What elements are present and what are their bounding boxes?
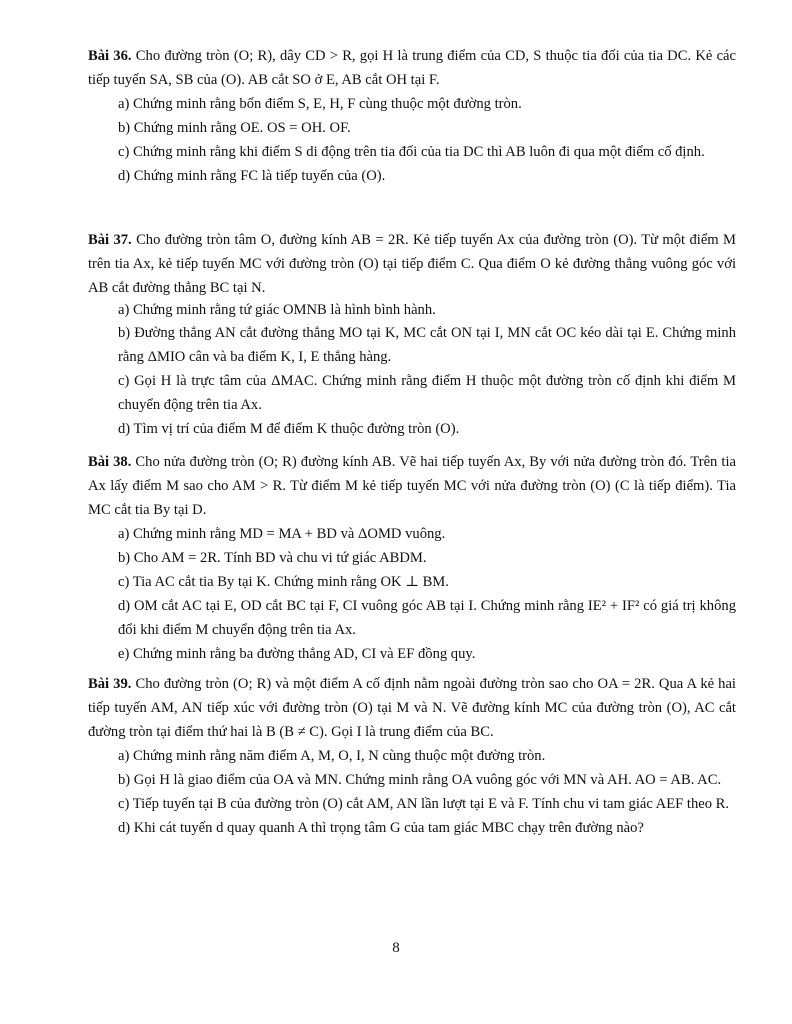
problem-statement	[88, 450, 736, 522]
problem-label: Bài 39.	[88, 676, 132, 692]
problem-item: a) Chứng minh rằng năm điểm A, M, O, I, N cùng thuộc một đường tròn.	[118, 748, 546, 764]
problem-item: d) Khi cát tuyến d quay quanh A thì trọng tâm G của tam giác MBC chạy trên đường nào?	[118, 820, 644, 836]
problem-statement	[88, 44, 736, 92]
problem-text: Cho đường tròn tâm O, đường kính AB = 2R. Kẻ tiếp tuyến Ax của đường tròn (O). Từ một điểm M trên tia Ax, kẻ tiếp tuyến MC với đường tròn (O) tại tiếp điểm C. Qua điểm O kẻ đường thẳng vuông góc với AB cắt đường thẳng BC tại N.	[88, 232, 736, 296]
problem-36	[88, 44, 736, 188]
problem-item: b) Gọi H là giao điểm của OA và MN. Chứng minh rằng OA vuông góc với MN và AH. AO = AB. AC.	[118, 772, 722, 788]
problem-item: b) Cho AM = 2R. Tính BD và chu vi tứ giác ABDM.	[118, 550, 427, 566]
problem-item: d) Tìm vị trí của điểm M để điểm K thuộc đường tròn (O).	[118, 421, 460, 437]
problem-text: Cho đường tròn (O; R) và một điểm A cố định nằm ngoài đường tròn sao cho OA = 2R. Qua A kẻ hai tiếp tuyến AM, AN tiếp xúc với đường tròn (O) tại M và N. Vẽ đường kính MC của đường tròn (O), AC cắt đường tròn tại điểm thứ hai là B (B ≠ C). Gọi I là trung điểm của BC.	[88, 676, 736, 740]
problem-item: a) Chứng minh rằng bốn điểm S, E, H, F cùng thuộc một đường tròn.	[118, 96, 522, 112]
problem-label: Bài 37.	[88, 232, 132, 248]
problem-label: Bài 38.	[88, 454, 132, 470]
problem-item: c) Tia AC cắt tia By tại K. Chứng minh rằng OK ⊥ BM.	[118, 574, 449, 590]
problem-item: b) Đường thẳng AN cắt đường thẳng MO tại K, MC cắt ON tại I, MN cắt OC kéo dài tại E. Chứng minh rằng ΔMIO cân và ba điểm K, I, E thẳng hàng.	[118, 325, 736, 365]
page-number: 8	[392, 940, 400, 956]
problem-37	[88, 228, 736, 441]
problem-label: Bài 36.	[88, 48, 132, 64]
problem-item: e) Chứng minh rằng ba đường thẳng AD, CI và EF đồng quy.	[118, 646, 476, 662]
problem-item: a) Chứng minh rằng MD = MA + BD và ΔOMD vuông.	[118, 526, 446, 542]
problem-38	[88, 450, 736, 666]
problem-item: c) Gọi H là trực tâm của ΔMAC. Chứng minh rằng điểm H thuộc một đường tròn cố định khi điểm M chuyển động trên tia Ax.	[118, 373, 736, 413]
problem-item: b) Chứng minh rằng OE. OS = OH. OF.	[118, 120, 351, 136]
problem-statement	[88, 672, 736, 744]
problem-item: c) Tiếp tuyến tại B của đường tròn (O) cắt AM, AN lần lượt tại E và F. Tính chu vi tam giác AEF theo R.	[118, 796, 730, 812]
problem-item: d) Chứng minh rằng FC là tiếp tuyến của (O).	[118, 168, 386, 184]
problem-statement	[88, 228, 736, 300]
problem-item: c) Chứng minh rằng khi điểm S di động trên tia đối của tia DC thì AB luôn đi qua một điểm cố định.	[118, 144, 705, 160]
problem-text: Cho đường tròn (O; R), dây CD > R, gọi H là trung điểm của CD, S thuộc tia đối của tia DC. Kẻ các tiếp tuyến SA, SB của (O). AB cắt SO ở E, AB cắt OH tại F.	[88, 48, 737, 88]
problem-item: d) OM cắt AC tại E, OD cắt BC tại F, CI vuông góc AB tại I. Chứng minh rằng IE² + IF² có giá trị không đổi khi điểm M chuyển động trên tia Ax.	[118, 598, 736, 638]
problem-39	[88, 672, 736, 840]
problem-item: a) Chứng minh rằng tứ giác OMNB là hình bình hành.	[118, 302, 436, 318]
problem-text: Cho nửa đường tròn (O; R) đường kính AB. Vẽ hai tiếp tuyến Ax, By với nửa đường tròn đó. Trên tia Ax lấy điểm M sao cho AM > R. Từ điểm M kẻ tiếp tuyến MC với nửa đường tròn (O) (C là tiếp điểm). Tia MC cắt tia By tại D.	[88, 454, 736, 518]
